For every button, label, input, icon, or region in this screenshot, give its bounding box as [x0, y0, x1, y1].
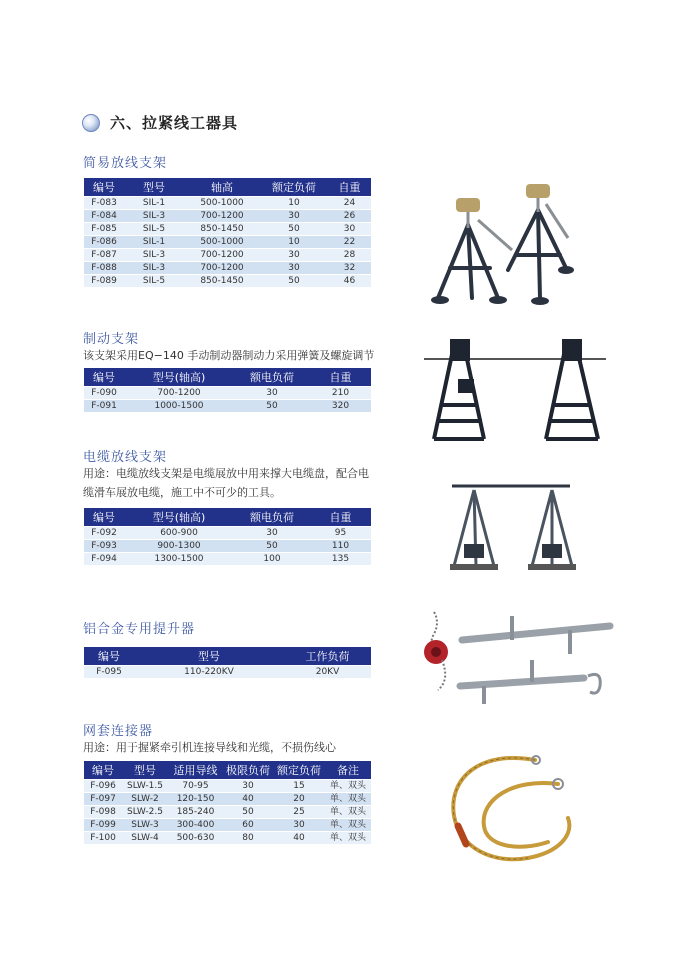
cell: 10 [260, 197, 328, 210]
cell: F-087 [84, 249, 124, 262]
cell: 600-900 [124, 527, 234, 540]
cell: 30 [223, 780, 273, 793]
cell: 110 [310, 540, 371, 553]
hoist-icon [412, 600, 617, 712]
table-row [84, 540, 371, 553]
cell: 46 [328, 275, 371, 288]
cell: 26 [328, 210, 371, 223]
cell: F-085 [84, 223, 124, 236]
table-row [84, 553, 371, 566]
col-header: 编号 [84, 178, 124, 197]
cell: 40 [273, 832, 325, 845]
cell: 120-150 [168, 793, 223, 806]
cell: 110-220KV [134, 666, 284, 679]
cell: 单、双头 [325, 832, 371, 845]
table-row [84, 236, 371, 249]
cell: F-091 [84, 400, 124, 413]
cell: F-086 [84, 236, 124, 249]
desc-line: 用途：电缆放线支架是电缆展放中用来撑大电缆盘，配合电 [83, 467, 369, 480]
cell: 30 [328, 223, 371, 236]
cell: 单、双头 [325, 806, 371, 819]
col-header: 极限负荷 [223, 761, 273, 780]
table-row [84, 210, 371, 223]
block-title-cable-stand: 电缆放线支架 [83, 450, 168, 465]
cell: 单、双头 [325, 793, 371, 806]
col-header: 自重 [328, 178, 371, 197]
table-row [84, 400, 371, 413]
cell: 70-95 [168, 780, 223, 793]
cell: 135 [310, 553, 371, 566]
block-desc-brake-stand: 该支架采用EQ−140 手动制动器制动力采用弹簧及螺旋调节 [83, 349, 375, 362]
cell: 900-1300 [124, 540, 234, 553]
cell: F-089 [84, 275, 124, 288]
col-header: 编号 [84, 368, 124, 387]
table-row [84, 527, 371, 540]
cell: 50 [234, 400, 310, 413]
cell: SIL-5 [124, 275, 184, 288]
col-header: 编号 [84, 508, 124, 527]
cell: 500-1000 [184, 236, 260, 249]
cell: 50 [260, 223, 328, 236]
col-header: 自重 [310, 508, 371, 527]
mesh-connector-icon [440, 748, 590, 878]
cell: 20KV [284, 666, 371, 679]
col-header: 工作负荷 [284, 647, 371, 666]
col-header: 额电负荷 [234, 368, 310, 387]
cell: F-092 [84, 527, 124, 540]
table-row [84, 806, 371, 819]
table-row [84, 832, 371, 845]
col-header: 型号(轴高) [124, 508, 234, 527]
spec-table-brake-stand [84, 368, 371, 413]
cell: 700-1200 [124, 387, 234, 400]
brake-stand-icon [422, 335, 608, 447]
cell: SIL-1 [124, 236, 184, 249]
cell: SLW-3 [122, 819, 168, 832]
table-row [84, 387, 371, 400]
cell: SLW-2 [122, 793, 168, 806]
cell: 22 [328, 236, 371, 249]
cell: F-090 [84, 387, 124, 400]
block-desc-cable-stand [83, 464, 369, 502]
wire-stand-icon [428, 180, 588, 310]
block-title-wire-stand: 简易放线支架 [83, 156, 168, 171]
block-title-brake-stand: 制动支架 [83, 332, 140, 347]
table-row [84, 262, 371, 275]
cell: 单、双头 [325, 780, 371, 793]
section-heading [82, 112, 238, 133]
cell: F-088 [84, 262, 124, 275]
cell: F-098 [84, 806, 122, 819]
col-header: 额电负荷 [234, 508, 310, 527]
table-row [84, 819, 371, 832]
cell: 500-630 [168, 832, 223, 845]
cell: F-095 [84, 666, 134, 679]
cell: F-100 [84, 832, 122, 845]
cell: 单、双头 [325, 819, 371, 832]
col-header: 额定负荷 [260, 178, 328, 197]
cell: 30 [234, 387, 310, 400]
cell: 50 [234, 540, 310, 553]
table-row [84, 666, 371, 679]
section-title: 六、拉紧线工器具 [110, 114, 239, 132]
cell: 1300-1500 [124, 553, 234, 566]
col-header: 备注 [325, 761, 371, 780]
cell: 15 [273, 780, 325, 793]
col-header: 自重 [310, 368, 371, 387]
cell: F-096 [84, 780, 122, 793]
cell: 500-1000 [184, 197, 260, 210]
cell: 60 [223, 819, 273, 832]
cell: 20 [273, 793, 325, 806]
cell: SIL-3 [124, 249, 184, 262]
cell: 850-1450 [184, 275, 260, 288]
cell: F-093 [84, 540, 124, 553]
cell: 10 [260, 236, 328, 249]
desc-line: 缆滑车展放电缆，施工中不可少的工具。 [83, 486, 281, 499]
cell: 100 [234, 553, 310, 566]
spec-table-mesh-connector [84, 761, 371, 845]
cell: SIL-1 [124, 197, 184, 210]
block-title-hoist: 铝合金专用提升器 [83, 622, 196, 637]
spec-table-cable-stand [84, 508, 371, 566]
table-row [84, 275, 371, 288]
col-header: 型号 [124, 178, 184, 197]
cable-stand-icon [440, 480, 590, 575]
cell: 80 [223, 832, 273, 845]
table-row [84, 780, 371, 793]
cell: F-083 [84, 197, 124, 210]
cell: 30 [260, 249, 328, 262]
cell: 850-1450 [184, 223, 260, 236]
col-header: 编号 [84, 761, 122, 780]
col-header: 型号 [122, 761, 168, 780]
col-header: 适用导线 [168, 761, 223, 780]
cell: SIL-3 [124, 262, 184, 275]
table-row [84, 197, 371, 210]
cell: 32 [328, 262, 371, 275]
cell: F-084 [84, 210, 124, 223]
cell: 30 [260, 210, 328, 223]
cell: 95 [310, 527, 371, 540]
col-header: 额定负荷 [273, 761, 325, 780]
cell: F-099 [84, 819, 122, 832]
table-row [84, 793, 371, 806]
cell: SLW-4 [122, 832, 168, 845]
cell: 300-400 [168, 819, 223, 832]
col-header: 轴高 [184, 178, 260, 197]
cell: 700-1200 [184, 249, 260, 262]
block-desc-mesh-connector: 用途：用于握紧牵引机连接导线和光缆，不损伤线心 [83, 741, 336, 754]
cell: 30 [260, 262, 328, 275]
bullet-icon [82, 114, 100, 132]
cell: SIL-5 [124, 223, 184, 236]
cell: 210 [310, 387, 371, 400]
cell: 28 [328, 249, 371, 262]
cell: 185-240 [168, 806, 223, 819]
block-title-mesh-connector: 网套连接器 [83, 724, 154, 739]
spec-table-hoist [84, 647, 371, 679]
cell: SIL-3 [124, 210, 184, 223]
col-header: 编号 [84, 647, 134, 666]
cell: 320 [310, 400, 371, 413]
table-row [84, 223, 371, 236]
table-row [84, 249, 371, 262]
cell: 50 [260, 275, 328, 288]
spec-table-wire-stand [84, 178, 371, 288]
col-header: 型号 [134, 647, 284, 666]
cell: 700-1200 [184, 210, 260, 223]
cell: 30 [273, 819, 325, 832]
cell: 24 [328, 197, 371, 210]
cell: F-094 [84, 553, 124, 566]
cell: 30 [234, 527, 310, 540]
cell: 50 [223, 806, 273, 819]
cell: 1000-1500 [124, 400, 234, 413]
cell: SLW-2.5 [122, 806, 168, 819]
cell: 700-1200 [184, 262, 260, 275]
col-header: 型号(轴高) [124, 368, 234, 387]
cell: 25 [273, 806, 325, 819]
cell: F-097 [84, 793, 122, 806]
cell: 40 [223, 793, 273, 806]
cell: SLW-1.5 [122, 780, 168, 793]
